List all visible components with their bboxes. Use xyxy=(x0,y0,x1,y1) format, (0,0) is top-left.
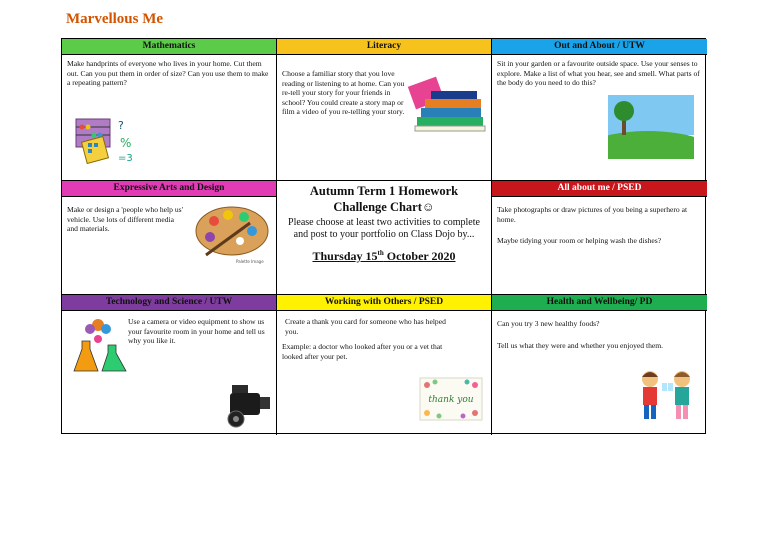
challenge-instructions: Please choose at least two activities to complete and post to your portfolio on Class Dojo by... xyxy=(288,217,480,240)
text-health-wellbeing: Can you try 3 new healthy foods? xyxy=(497,319,600,328)
header-working-with-others: Working with Others / PSED xyxy=(277,295,491,311)
header-technology-science: Technology and Science / UTW xyxy=(62,295,276,311)
cell-challenge-chart xyxy=(277,181,492,295)
garden-clipart-icon xyxy=(608,95,694,159)
cell-out-and-about xyxy=(492,39,707,181)
svg-text:?: ? xyxy=(118,119,124,132)
cell-working-with-others xyxy=(277,295,492,435)
challenge-chart-title: Autumn Term 1 Homework Challenge Chart☺ xyxy=(309,184,459,214)
header-all-about-me: All about me / PSED xyxy=(492,181,707,197)
text-expressive-arts: Make or design a 'people who help us' vehicle. Use lots of different media and materials. xyxy=(67,205,183,234)
text-out-and-about: Sit in your garden or a favourite outside space. Use your senses to explore. Make a list of what you hear, see and smell. What parts of the body do you need to do this? xyxy=(497,59,700,88)
text-all-about-me-2: Maybe tidying your room or helping wash the dishes? xyxy=(497,236,662,246)
svg-text:%: % xyxy=(120,136,132,150)
science-clipart-icon xyxy=(68,315,130,373)
svg-text:=3: =3 xyxy=(118,153,133,164)
header-expressive-arts: Expressive Arts and Design xyxy=(62,181,276,197)
books-clipart-icon xyxy=(407,73,489,135)
children-drinking-icon xyxy=(632,367,702,425)
palette-caption: Palette Image xyxy=(236,259,264,264)
cell-mathematics xyxy=(62,39,277,181)
text-all-about-me: Take photographs or draw pictures of you being a superhero at home. xyxy=(497,205,688,224)
cell-all-about-me xyxy=(492,181,707,295)
video-camera-icon xyxy=(222,379,274,429)
text-technology-science: Use a camera or video equipment to show us your favourite room in your home and tell us why you like it. xyxy=(128,317,265,346)
text-working-with-others-2: Example: a doctor who looked after you or a vet that looked after your pet. xyxy=(282,342,443,361)
cell-health-wellbeing xyxy=(492,295,707,435)
cell-expressive-arts xyxy=(62,181,277,295)
thank-you-card-icon xyxy=(419,377,483,421)
maths-clipart-icon xyxy=(74,109,140,165)
cell-literacy xyxy=(277,39,492,181)
cell-technology-science xyxy=(62,295,277,435)
text-literacy: Choose a familiar story that you love reading or listening to at home. Can you re-tell your story for your friends in school? You could create a story map or film a video of you re-telling your story. xyxy=(282,69,405,117)
header-mathematics: Mathematics xyxy=(62,39,276,55)
page-title: Marvellous Me xyxy=(66,11,164,27)
paint-palette-icon xyxy=(192,203,272,265)
header-health-wellbeing: Health and Wellbeing/ PD xyxy=(492,295,707,311)
text-health-wellbeing-2: Tell us what they were and whether you enjoyed them. xyxy=(497,340,664,350)
text-mathematics: Make handprints of everyone who lives in your home. Cut them out. Can you put them in order of size? Can you use them to make a repeating pattern? xyxy=(67,59,269,88)
due-date: Thursday 15th October 2020 xyxy=(312,249,456,263)
header-literacy: Literacy xyxy=(277,39,491,55)
header-out-and-about: Out and About / UTW xyxy=(492,39,707,55)
thank-you-text: thank you xyxy=(428,395,474,405)
homework-grid xyxy=(61,38,706,434)
text-working-with-others: Create a thank you card for someone who has helped you. xyxy=(285,317,446,336)
